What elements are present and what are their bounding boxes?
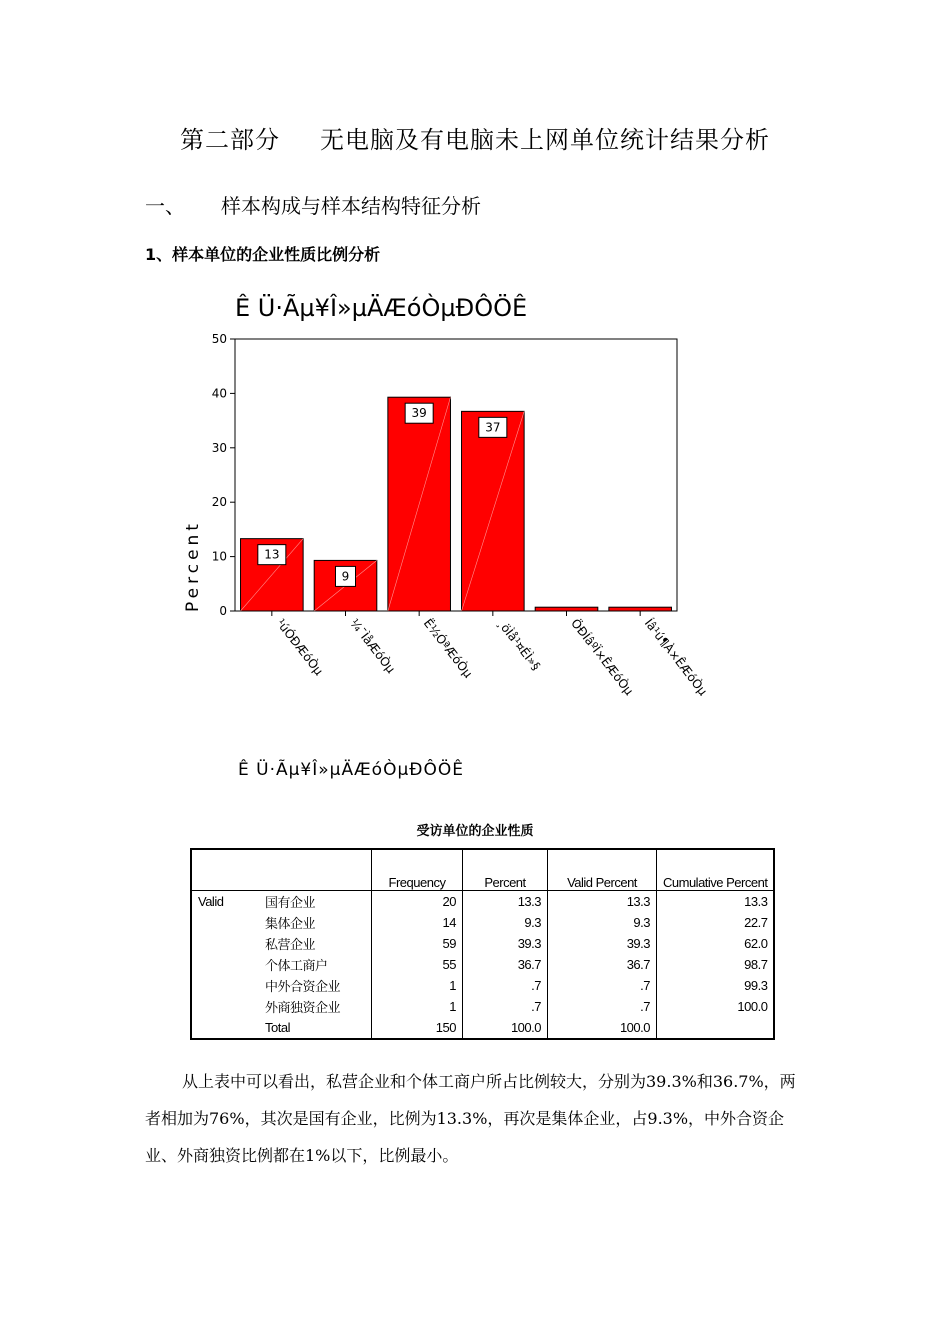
- section-title: [145, 190, 481, 219]
- cell-percent: 36.7: [463, 954, 548, 975]
- y-tick-label: 0: [219, 604, 227, 618]
- cell-percent: 39.3: [463, 933, 548, 954]
- cell-valid-percent: .7: [548, 996, 657, 1017]
- table-row: [191, 1017, 774, 1039]
- cell-cumulative-percent: 100.0: [657, 996, 775, 1017]
- row-label: Total: [265, 1020, 290, 1035]
- sub-title: 1、样本单位的企业性质比例分析: [145, 245, 381, 264]
- row-label: 外商独资企业: [265, 1000, 341, 1015]
- table-row: [191, 912, 774, 933]
- header-valid-percent: Valid Percent: [548, 849, 657, 891]
- cell-cumulative-percent: 98.7: [657, 954, 775, 975]
- chart-caption: Ê Ü·Ãµ¥Î»µÄÆóÒµÐÔÖÊ: [238, 760, 464, 780]
- bar-chart: [170, 282, 730, 722]
- y-tick-label: 20: [211, 495, 227, 510]
- cell-frequency: 14: [372, 912, 463, 933]
- row-group-label: [191, 975, 259, 996]
- cell-valid-percent: 9.3: [548, 912, 657, 933]
- cell-valid-percent: 13.3: [548, 891, 657, 913]
- table-row: [191, 975, 774, 996]
- cell-cumulative-percent: 99.3: [657, 975, 775, 996]
- row-label: 中外合资企业: [265, 979, 341, 994]
- cell-valid-percent: 36.7: [548, 954, 657, 975]
- header-blank: [259, 849, 372, 891]
- table-row: [191, 996, 774, 1017]
- cell-frequency: 55: [372, 954, 463, 975]
- x-category-label: ¸öÌå¹¤ÉÌ»§: [494, 616, 544, 674]
- row-label: 国有企业: [265, 895, 316, 910]
- y-tick-label: 10: [211, 549, 227, 564]
- row-group-label: [191, 954, 259, 975]
- x-category-label: ¹úÓÐÆóÒµ: [273, 616, 326, 678]
- row-label: 私营企业: [265, 937, 316, 952]
- row-group-label: [191, 912, 259, 933]
- header-frequency: Frequency: [372, 849, 463, 891]
- y-axis-label: Percent: [183, 520, 203, 612]
- y-tick-label: 50: [211, 332, 227, 346]
- cell-valid-percent: .7: [548, 975, 657, 996]
- cell-cumulative-percent: [657, 1017, 775, 1039]
- table-title: 受访单位的企业性质: [416, 824, 534, 839]
- cell-percent: 100.0: [463, 1017, 548, 1039]
- row-group-label: [191, 996, 259, 1017]
- cell-frequency: 1: [372, 996, 463, 1017]
- table-row: [191, 891, 774, 913]
- data-label: 39: [411, 406, 427, 421]
- row-label: 个体工商户: [265, 958, 328, 973]
- x-category-label: Íâ¹ú¶À×ÊÆóÒµ: [641, 616, 711, 699]
- part-title-number: 第二部分: [180, 126, 280, 154]
- x-category-label: Ë½ÓªÆóÒµ: [420, 616, 476, 681]
- frequency-table: [190, 848, 775, 1040]
- cell-frequency: 150: [372, 1017, 463, 1039]
- cell-frequency: 59: [372, 933, 463, 954]
- x-category-label: ÖÐÍâºÏ×ÊÆóÒµ: [568, 616, 637, 698]
- data-label: 9: [341, 569, 350, 584]
- header-percent: Percent: [463, 849, 548, 891]
- cell-percent: .7: [463, 975, 548, 996]
- table-row: [191, 954, 774, 975]
- row-group-label: Valid: [198, 894, 224, 909]
- section-title-text: 样本构成与样本结构特征分析: [221, 194, 481, 218]
- cell-frequency: 20: [372, 891, 463, 913]
- cell-percent: 13.3: [463, 891, 548, 913]
- cell-valid-percent: 39.3: [548, 933, 657, 954]
- cell-percent: .7: [463, 996, 548, 1017]
- cell-percent: 9.3: [463, 912, 548, 933]
- table-header-row: [191, 849, 774, 891]
- bar-chart-svg: [170, 282, 730, 722]
- row-label: 集体企业: [265, 916, 316, 931]
- header-blank: [191, 849, 259, 891]
- y-tick-label: 30: [211, 440, 227, 455]
- y-tick-label: 40: [211, 386, 227, 401]
- header-cumulative-percent: Cumulative Percent: [657, 849, 775, 891]
- cell-cumulative-percent: 13.3: [657, 891, 775, 913]
- data-label: 37: [485, 420, 501, 435]
- cell-cumulative-percent: 22.7: [657, 912, 775, 933]
- table-row: [191, 933, 774, 954]
- row-group-label: [191, 933, 259, 954]
- cell-valid-percent: 100.0: [548, 1017, 657, 1039]
- cell-frequency: 1: [372, 975, 463, 996]
- bar: [535, 607, 598, 611]
- part-title-text: 无电脑及有电脑未上网单位统计结果分析: [320, 126, 770, 154]
- analysis-paragraph: 从上表中可以看出，私营企业和个体工商户所占比例较大，分别为39.3%和36.7%，两者相加为76%，其次是国有企业，比例为13.3%，再次是集体企业，占9.3%，中外合资企业、外商独资比例都在1%以下，比例最小。: [145, 1072, 796, 1165]
- cell-cumulative-percent: 62.0: [657, 933, 775, 954]
- bar: [609, 607, 672, 611]
- data-label: 13: [264, 547, 280, 562]
- chart-title: Ê Ü·Ãµ¥Î»µÄÆóÒµÐÔÖÊ: [235, 294, 528, 322]
- section-number: 一、: [145, 194, 185, 218]
- row-group-label: [191, 1017, 259, 1039]
- x-category-label: ¼¯ÌåÆóÒµ: [347, 616, 398, 676]
- part-title: [0, 120, 950, 155]
